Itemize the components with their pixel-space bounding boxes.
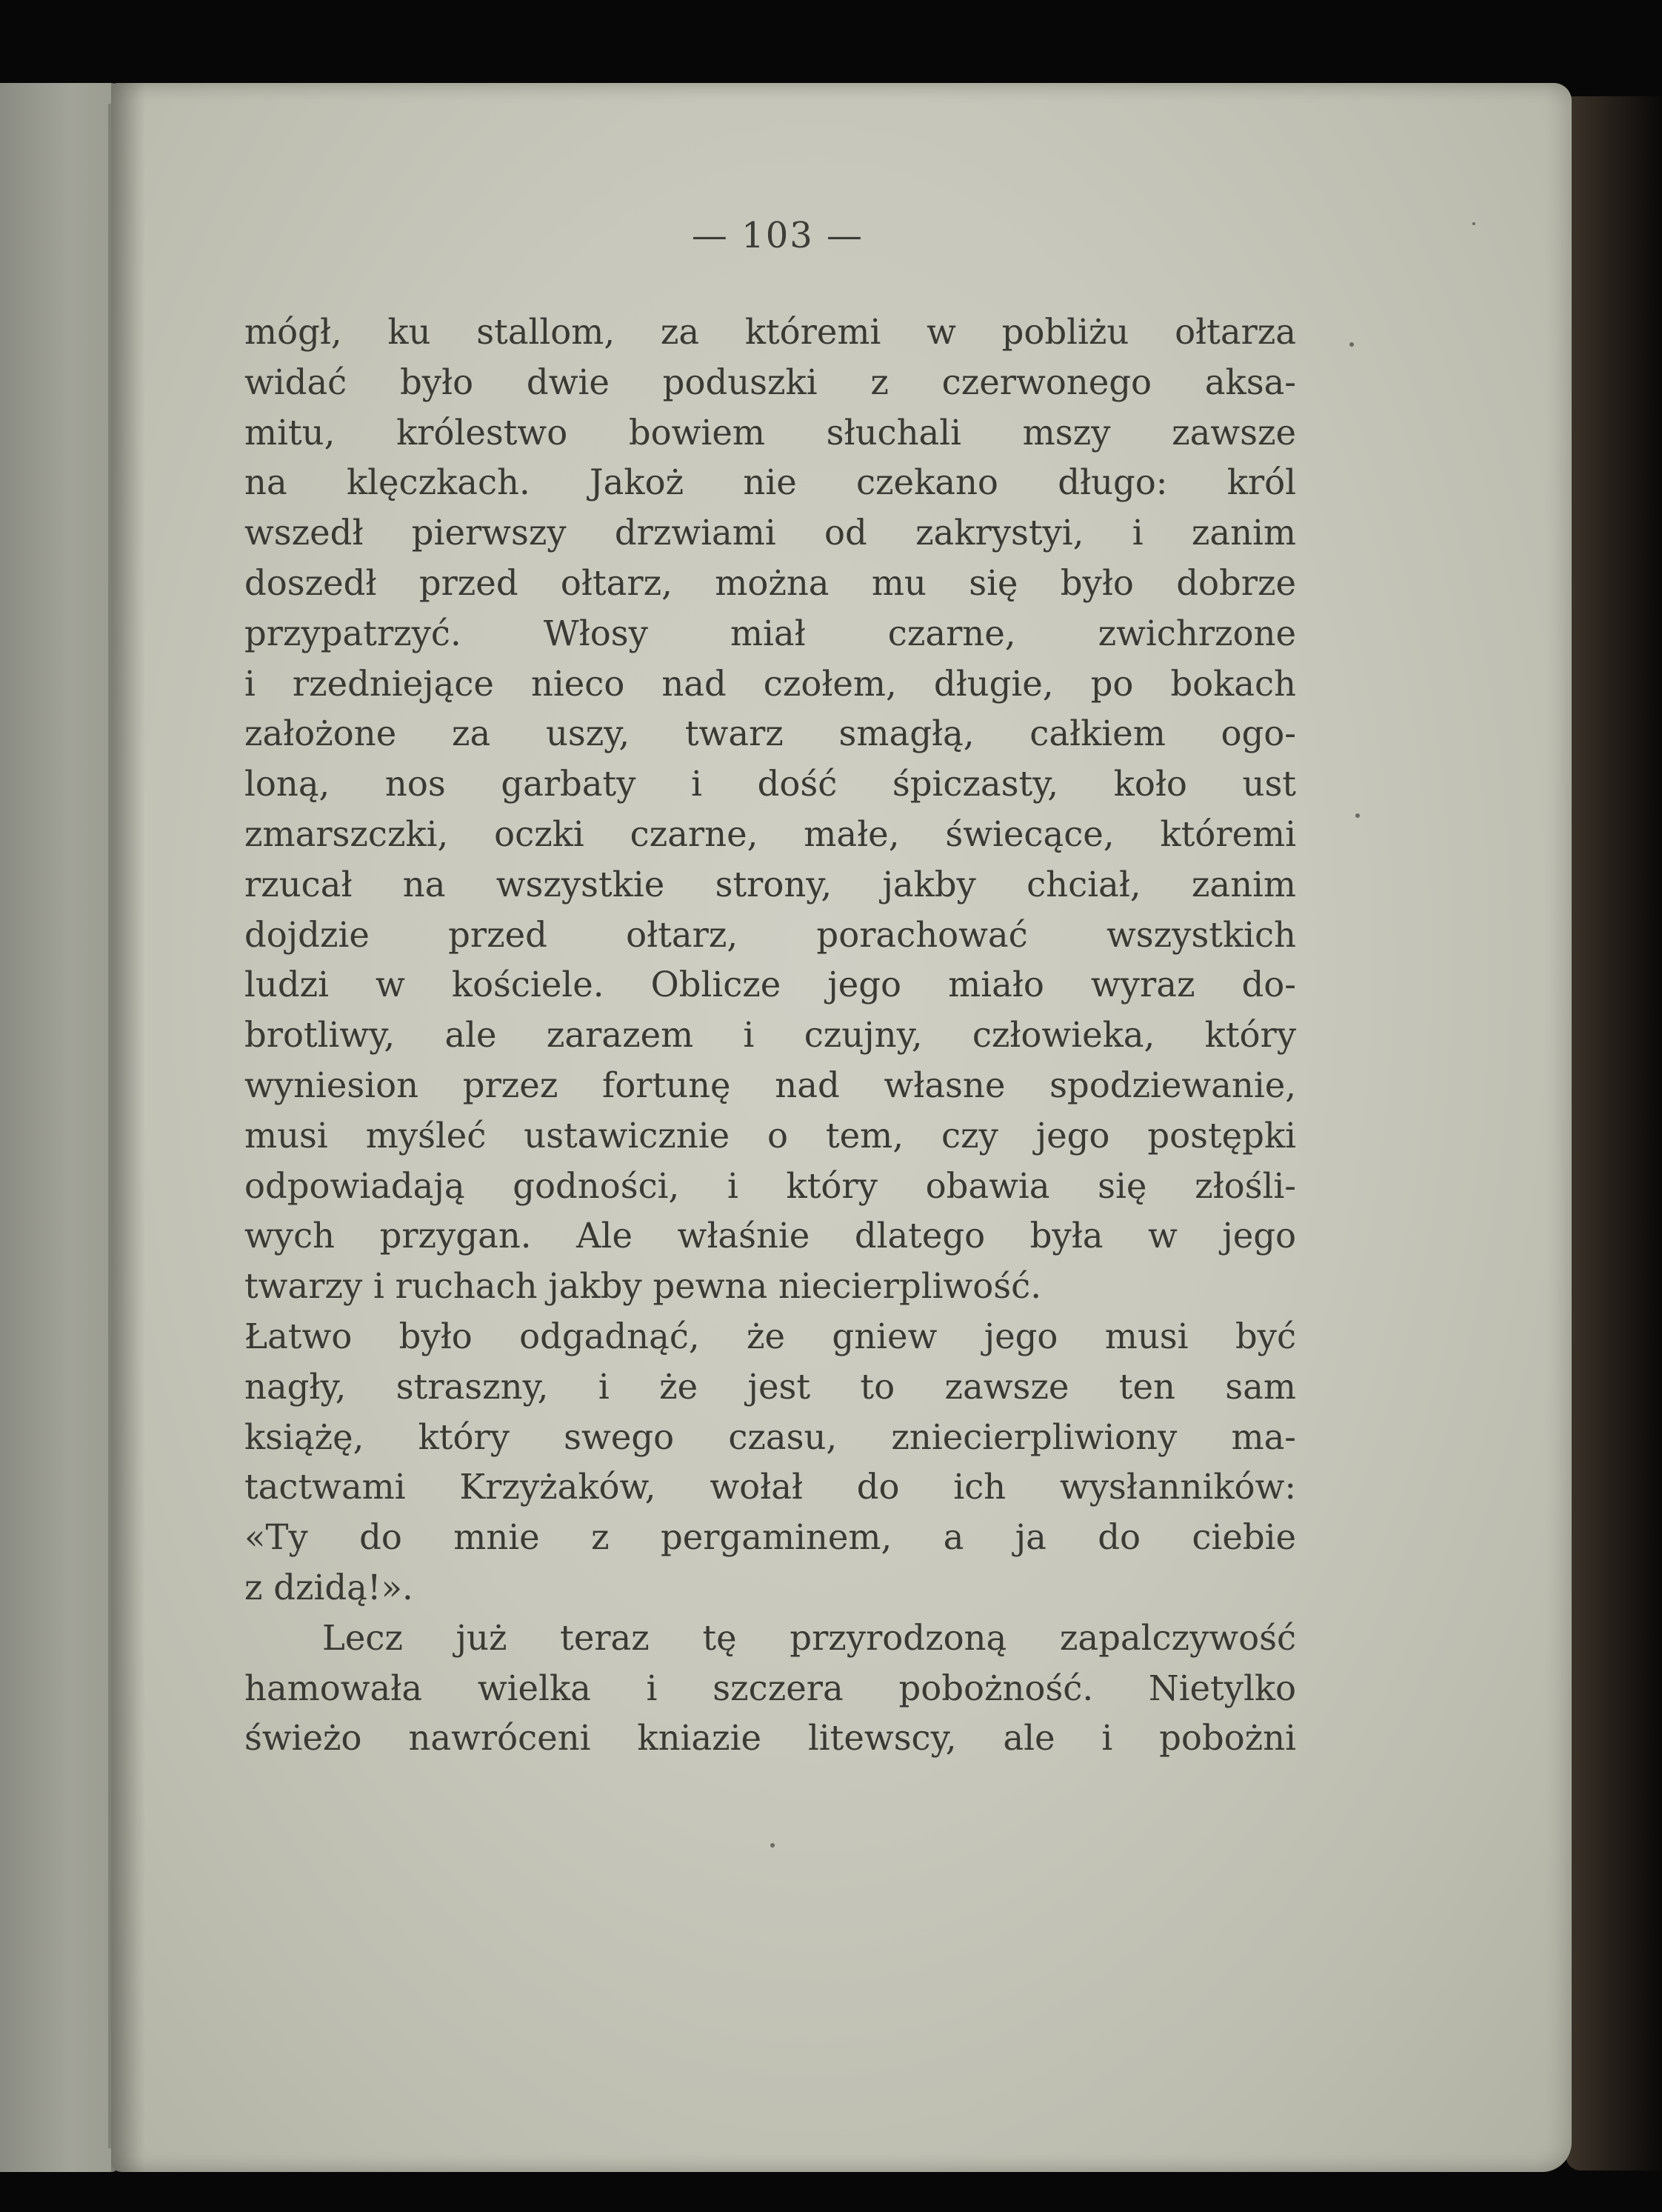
- text-line: brotliwy, ale zarazem i czujny, człowieka, który: [244, 1015, 1296, 1056]
- text-line: wszedł pierwszy drzwiami od zakrystyi, i zanim: [244, 513, 1296, 553]
- text-line: założone za uszy, twarz smagłą, całkiem ogo-: [244, 713, 1296, 754]
- text-line: doszedł przed ołtarz, można mu się było dobrze: [244, 562, 1296, 603]
- text-line: mitu, królestwo bowiem słuchali mszy zawsze: [244, 412, 1296, 453]
- text-line: i rzedniejące nieco nad czołem, długie, po bokach: [244, 663, 1296, 704]
- body-text: [244, 307, 1296, 1764]
- text-line: wych przygan. Ale właśnie dlatego była w jego: [244, 1216, 1296, 1256]
- text-line: loną, nos garbaty i dość śpiczasty, koło ust: [244, 764, 1296, 804]
- text-line: mógł, ku stallom, za któremi w pobliżu ołtarza: [244, 312, 1296, 352]
- text-line: ludzi w kościele. Oblicze jego miało wyraz do-: [244, 965, 1296, 1005]
- paper-speck: [770, 1843, 775, 1848]
- text-line: wyniesion przez fortunę nad własne spodziewanie,: [244, 1065, 1296, 1105]
- paper-speck: [1349, 342, 1354, 347]
- text-line: z dzidą!».: [244, 1567, 413, 1608]
- text-line: Lecz już teraz tę przyrodzoną zapalczywość: [322, 1617, 1296, 1658]
- text-line: hamowała wielka i szczera pobożność. Nietylko: [244, 1668, 1296, 1708]
- gutter-shadow: [111, 83, 145, 2172]
- text-line: rzucał na wszystkie strony, jakby chciał, zanim: [244, 864, 1296, 905]
- left-page-edge: [0, 83, 119, 2172]
- text-line: Łatwo było odgadnąć, że gniew jego musi być: [244, 1316, 1296, 1356]
- text-line: odpowiadają godności, i który obawia się złośli-: [244, 1165, 1296, 1206]
- paper-speck: [1472, 222, 1475, 225]
- text-line: świeżo nawróceni kniazie litewscy, ale i pobożni: [244, 1718, 1296, 1759]
- paper-speck: [1355, 813, 1360, 818]
- text-line: widać było dwie poduszki z czerwonego aksa-: [244, 362, 1296, 402]
- text-line: «Ty do mnie z pergaminem, a ja do ciebie: [244, 1517, 1296, 1558]
- page-number: — 103 —: [691, 215, 864, 256]
- text-line: nagły, straszny, i że jest to zawsze ten sam: [244, 1366, 1296, 1407]
- text-line: zmarszczki, oczki czarne, małe, świecące, któremi: [244, 813, 1296, 854]
- text-line: na klęczkach. Jakoż nie czekano długo: król: [244, 462, 1296, 503]
- book-cover-edge: [1566, 96, 1662, 2171]
- text-line: tactwami Krzyżaków, wołał do ich wysłanników:: [244, 1467, 1296, 1508]
- text-line: przypatrzyć. Włosy miał czarne, zwichrzone: [244, 613, 1296, 653]
- text-line: dojdzie przed ołtarz, porachować wszystkich: [244, 914, 1296, 955]
- text-line: twarzy i ruchach jakby pewna niecierpliwość.: [244, 1266, 1041, 1307]
- text-line: książę, który swego czasu, zniecierpliwiony ma-: [244, 1416, 1296, 1457]
- text-line: musi myśleć ustawicznie o tem, czy jego postępki: [244, 1115, 1296, 1156]
